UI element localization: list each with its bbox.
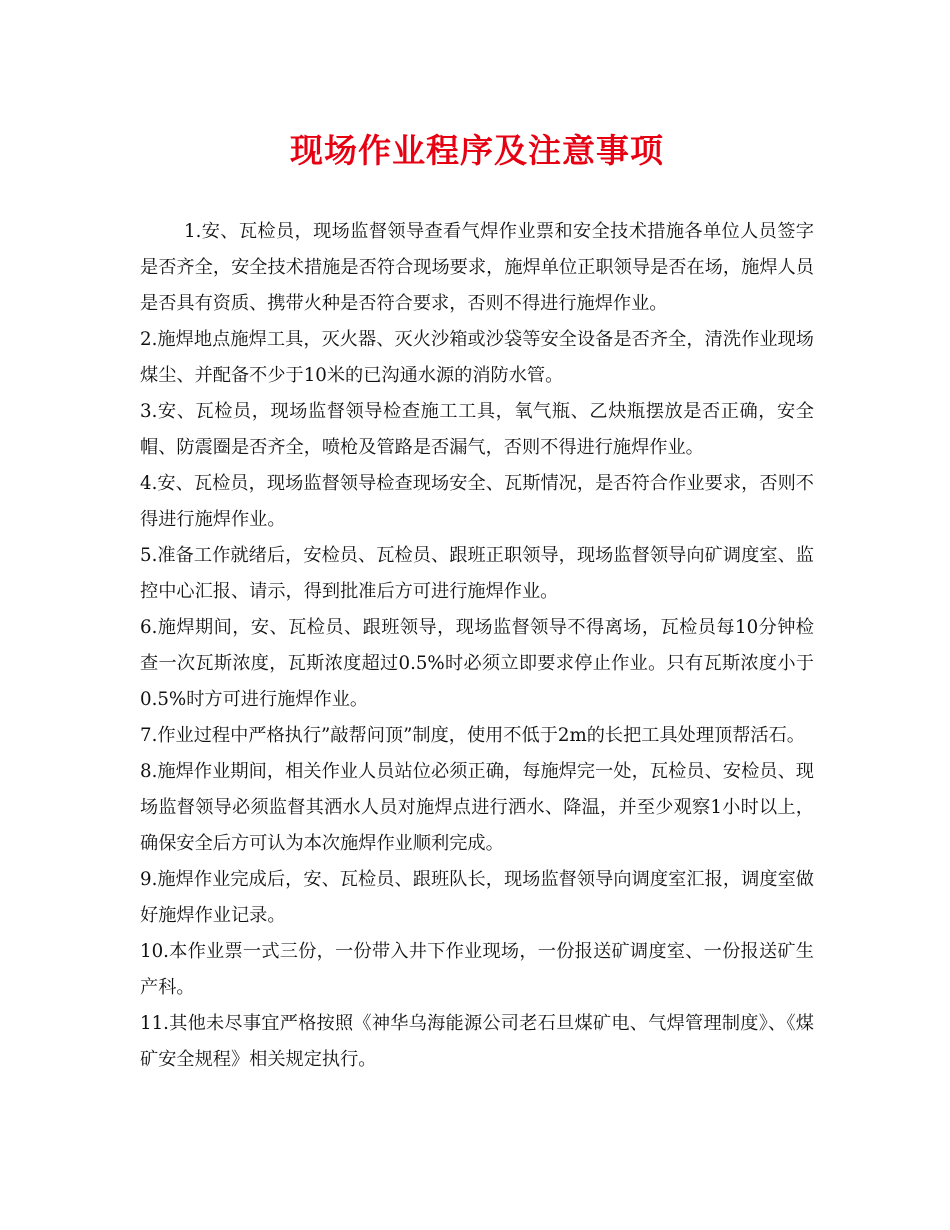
page-title: 现场作业程序及注意事项 (290, 131, 664, 170)
procedure-item-2: 2.施焊地点施焊工具，灭火器、灭火沙箱或沙袋等安全设备是否齐全，清洗作业现场煤尘、并配备不少于10米的已沟通水源的消防水管。 (140, 329, 814, 386)
procedure-item-1: 1.安、瓦检员，现场监督领导查看气焊作业票和安全技术措施各单位人员签字是否齐全，安全技术措施是否符合现场要求，施焊单位正职领导是否在场，施焊人员是否具有资质、携带火种是否符合要求，否则不得进行施焊作业。 (140, 221, 814, 314)
procedure-list (140, 214, 814, 1078)
procedure-item-6: 6.施焊期间，安、瓦检员、跟班领导，现场监督领导不得离场，瓦检员每10分钟检查一次瓦斯浓度，瓦斯浓度超过0.5%时必须立即要求停止作业。只有瓦斯浓度小于0.5%时方可进行施焊作业。 (140, 617, 814, 710)
procedure-item-5: 5.准备工作就绪后，安检员、瓦检员、跟班正职领导，现场监督领导向矿调度室、监控中心汇报、请示，得到批准后方可进行施焊作业。 (140, 545, 814, 602)
procedure-item-9: 9.施焊作业完成后，安、瓦检员、跟班队长，现场监督领导向调度室汇报，调度室做好施焊作业记录。 (140, 869, 814, 926)
procedure-item-11: 11.其他未尽事宜严格按照《神华乌海能源公司老石旦煤矿电、气焊管理制度》、《煤矿安全规程》相关规定执行。 (140, 1013, 814, 1070)
procedure-item-7: 7.作业过程中严格执行”敲帮问顶”制度，使用不低于2m的长把工具处理顶帮活石。 (140, 725, 805, 746)
procedure-item-4: 4.安、瓦检员，现场监督领导检查现场安全、瓦斯情况，是否符合作业要求，否则不得进行施焊作业。 (140, 473, 814, 530)
procedure-item-3: 3.安、瓦检员，现场监督领导检查施工工具，氧气瓶、乙炔瓶摆放是否正确，安全帽、防震圈是否齐全，喷枪及管路是否漏气，否则不得进行施焊作业。 (140, 401, 814, 458)
procedure-item-8: 8.施焊作业期间，相关作业人员站位必须正确，每施焊完一处，瓦检员、安检员、现场监督领导必须监督其洒水人员对施焊点进行洒水、降温，并至少观察1小时以上，确保安全后方可认为本次施焊作业顺利完成。 (140, 761, 814, 854)
procedure-item-10: 10.本作业票一式三份，一份带入井下作业现场，一份报送矿调度室、一份报送矿生产科。 (140, 941, 814, 998)
